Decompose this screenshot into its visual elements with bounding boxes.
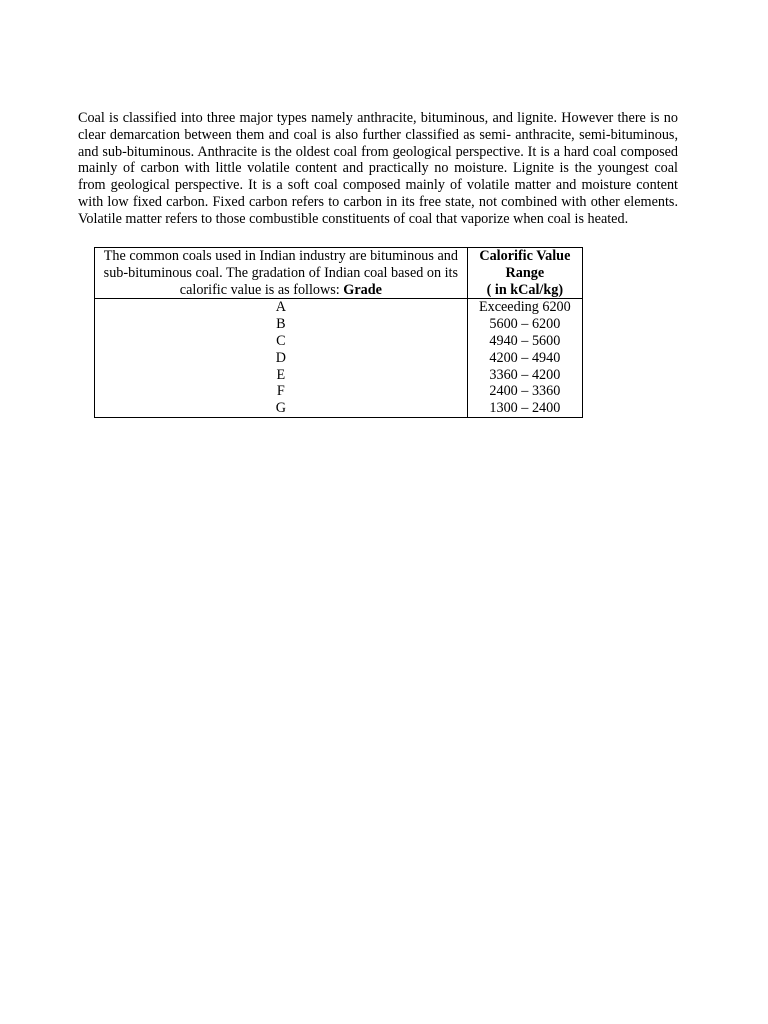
range-value: 1300 – 2400	[489, 400, 561, 417]
grade-column-heading: Grade	[343, 281, 382, 298]
range-list-cell	[467, 299, 582, 418]
header-left-cell	[95, 248, 468, 299]
heading-line-2: Range	[505, 264, 545, 281]
range-value: 4940 – 5600	[489, 332, 561, 349]
grade-value: A	[275, 299, 286, 316]
range-value: 2400 – 3360	[489, 383, 561, 400]
heading-line-1: Calorific Value	[479, 248, 571, 264]
grade-value: E	[276, 366, 286, 383]
header-left-text: The common coals used in Indian industry are bituminous and sub-bituminous coal. The gradation of Indian coal based on its calorific value is as follows:	[103, 248, 459, 298]
heading-line-3: ( in kCal/kg)	[486, 281, 564, 298]
table-header-row	[95, 248, 583, 299]
grade-list-cell	[95, 299, 468, 418]
range-value: 5600 – 6200	[489, 316, 561, 333]
grade-value: G	[275, 400, 286, 417]
calorific-value-heading	[467, 248, 582, 299]
grade-value: F	[276, 383, 285, 400]
range-value: 3360 – 4200	[489, 366, 561, 383]
grade-value: D	[275, 349, 286, 366]
intro-paragraph: Coal is classified into three major types namely anthracite, bituminous, and lignite. However there is no clear demarcation between them and coal is also further classified as semi- anthracite, semi-bituminous, and sub-bituminous. Anthracite is the oldest coal from geological perspective. It is a hard coal composed mainly of carbon with little volatile content and practically no moisture. Lignite is the youngest coal from geological perspective. It is a soft coal composed mainly of volatile matter and moisture content with low fixed carbon. Fixed carbon refers to carbon in its free state, not combined with other elements. Volatile matter refers to those combustible constituents of coal that vaporize when coal is heated.	[78, 110, 678, 227]
table-body-row	[95, 299, 583, 418]
range-value: 4200 – 4940	[489, 349, 561, 366]
grade-value: C	[276, 332, 286, 349]
coal-grade-table	[94, 247, 583, 418]
range-value: Exceeding 6200	[478, 299, 571, 316]
grade-value: B	[276, 316, 286, 333]
